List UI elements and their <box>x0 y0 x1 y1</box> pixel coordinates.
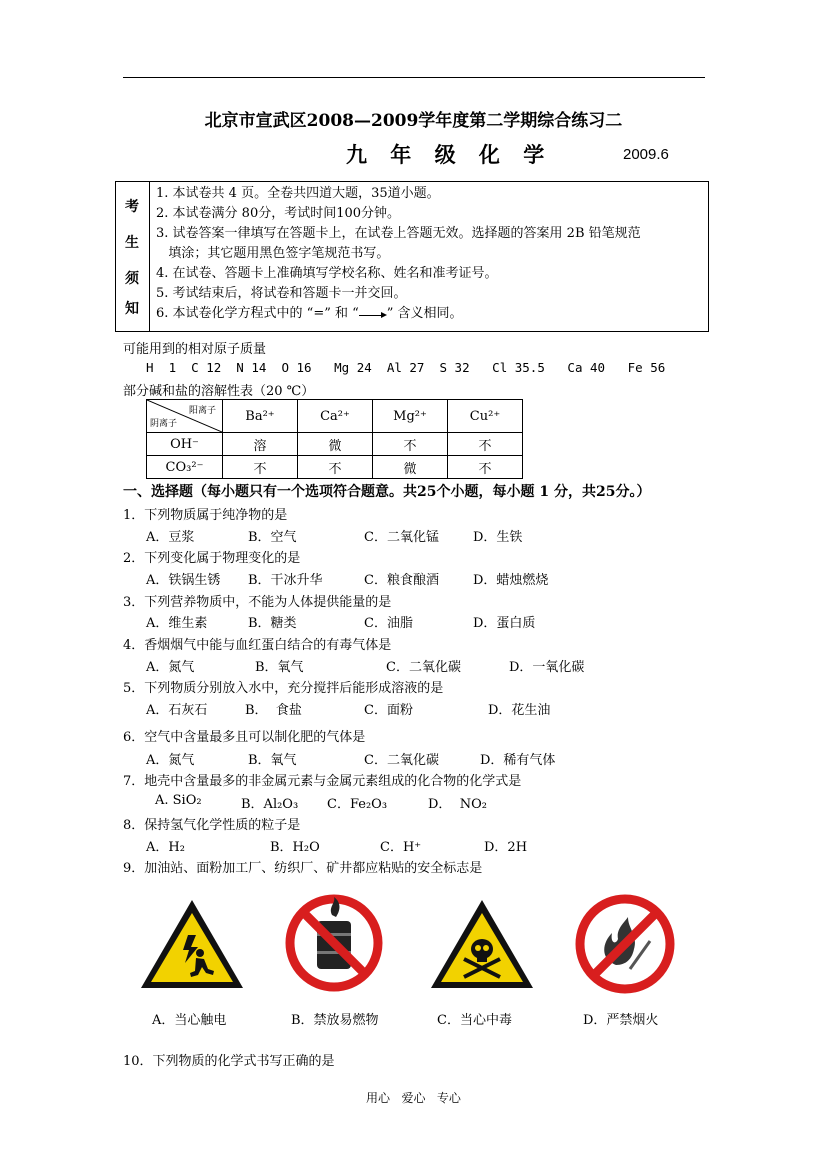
option: A．H₂ <box>146 840 185 855</box>
sign-label: D．严禁烟火 <box>583 1013 659 1028</box>
no-flammables-icon <box>284 893 384 993</box>
table-cell: 不 <box>298 456 373 479</box>
table-cell: 不 <box>373 433 448 456</box>
table-cell: 不 <box>448 433 523 456</box>
option: A．维生素 <box>146 616 208 631</box>
question-stem: 6．空气中含量最多且可以制化肥的气体是 <box>123 730 366 745</box>
notice-item: 1. 本试卷共 4 页。全卷共四道大题，35道小题。 <box>156 186 440 201</box>
option: C．Fe₂O₃ <box>327 797 388 812</box>
poison-warning-icon <box>428 897 536 991</box>
exam-date: 2009.6 <box>623 146 669 163</box>
option: D．蜡烛燃烧 <box>473 573 549 588</box>
notice-item: 5. 考试结束后，将试卷和答题卡一并交回。 <box>156 286 407 301</box>
option: B．氧气 <box>248 753 297 768</box>
notice-side-char: 知 <box>125 301 139 317</box>
cation-header: Ca²⁺ <box>298 400 373 433</box>
option: D．一氧化碳 <box>509 660 585 675</box>
option: B．糖类 <box>248 616 297 631</box>
notice-side-char: 须 <box>125 271 139 287</box>
solubility-table <box>146 399 523 479</box>
sign-label: B．禁放易燃物 <box>291 1013 379 1028</box>
question-stem: 5．下列物质分别放入水中，充分搅拌后能形成溶液的是 <box>123 681 444 696</box>
no-fire-icon <box>574 893 676 995</box>
notice-item6-suffix: ” 含义相同。 <box>386 306 463 321</box>
table-corner-cell <box>147 400 223 433</box>
anion-header: OH⁻ <box>147 433 223 456</box>
candidate-notice-box <box>115 181 709 332</box>
sign-label: C．当心中毒 <box>437 1013 512 1028</box>
atomic-mass-label: 可能用到的相对原子质量 <box>123 342 267 357</box>
table-cell: 微 <box>298 433 373 456</box>
option: D． NO₂ <box>428 797 487 812</box>
table-row <box>147 433 523 456</box>
option: C．面粉 <box>364 703 413 718</box>
option: A．氮气 <box>146 660 195 675</box>
question-stem: 8．保持氢气化学性质的粒子是 <box>123 818 301 833</box>
question-stem: 9．加油站、面粉加工厂、纺织厂、矿井都应粘贴的安全标志是 <box>123 861 483 876</box>
option: A．铁锅生锈 <box>146 573 221 588</box>
notice-side-label <box>116 182 150 331</box>
table-cell: 不 <box>448 456 523 479</box>
reaction-arrow-icon <box>359 309 387 319</box>
question-stem: 3．下列营养物质中，不能为人体提供能量的是 <box>123 595 392 610</box>
sign-label: A．当心触电 <box>152 1013 227 1028</box>
option: D．稀有气体 <box>480 753 556 768</box>
atomic-mass-values: H 1 C 12 N 14 O 16 Mg 24 Al 27 S 32 Cl 35.5 Ca 40 Fe 56 <box>146 360 666 375</box>
option: B． 食盐 <box>245 703 302 718</box>
option: D．2H <box>484 840 528 855</box>
table-row <box>147 456 523 479</box>
option: C．二氧化锰 <box>364 530 439 545</box>
header-rule <box>123 77 705 78</box>
table-cell: 溶 <box>223 433 298 456</box>
question-stem: 10．下列物质的化学式书写正确的是 <box>123 1054 335 1069</box>
notice-item <box>156 304 702 324</box>
question-stem: 1．下列物质属于纯净物的是 <box>123 508 288 523</box>
option: B．H₂O <box>270 840 320 855</box>
page-footer: 用心 爱心 专心 <box>366 1091 461 1105</box>
question-stem: 4．香烟烟气中能与血红蛋白结合的有毒气体是 <box>123 638 392 653</box>
question-stem: 7．地壳中含量最多的非金属元素与金属元素组成的化合物的化学式是 <box>123 774 522 789</box>
question-stem: 2．下列变化属于物理变化的是 <box>123 551 301 566</box>
option: B．干冰升华 <box>248 573 323 588</box>
notice-item6-prefix: 6. 本试卷化学方程式中的 “=” 和 “ <box>156 306 359 321</box>
option: C．油脂 <box>364 616 413 631</box>
option: D．蛋白质 <box>473 616 536 631</box>
option: C．粮食酿酒 <box>364 573 439 588</box>
notice-side-char: 生 <box>125 235 139 251</box>
corner-anion-label: 阴离子 <box>150 419 178 429</box>
table-cell: 微 <box>373 456 448 479</box>
option: B．氧气 <box>255 660 304 675</box>
electric-shock-warning-icon <box>138 897 246 991</box>
notice-item: 4. 在试卷、答题卡上准确填写学校名称、姓名和准考证号。 <box>156 266 498 281</box>
solubility-table-label: 部分碱和盐的溶解性表（20 ℃） <box>123 384 315 399</box>
subject-title: 九 年 级 化 学 <box>346 142 553 167</box>
exam-title: 北京市宣武区2008—2009学年度第二学期综合练习二 <box>204 111 623 131</box>
notice-side-char: 考 <box>125 199 139 215</box>
option: D．生铁 <box>473 530 523 545</box>
option: D．花生油 <box>488 703 551 718</box>
table-cell: 不 <box>223 456 298 479</box>
section-heading: 一、选择题（每小题只有一个选项符合题意。共25个小题，每小题 1 分，共25分。） <box>123 484 651 500</box>
option: C．二氧化碳 <box>386 660 461 675</box>
notice-item: 3. 试卷答案一律填写在答题卡上，在试卷上答题无效。选择题的答案用 2B 铅笔规范 <box>156 226 641 241</box>
option: A. SiO₂ <box>155 793 202 808</box>
cation-header: Cu²⁺ <box>448 400 523 433</box>
option: A．豆浆 <box>146 530 195 545</box>
anion-header: CO₃²⁻ <box>147 456 223 479</box>
cation-header: Mg²⁺ <box>373 400 448 433</box>
option: A．石灰石 <box>146 703 208 718</box>
option: C．二氧化碳 <box>364 753 439 768</box>
option: B．Al₂O₃ <box>241 797 299 812</box>
cation-header: Ba²⁺ <box>223 400 298 433</box>
corner-cation-label: 阳离子 <box>188 406 216 416</box>
notice-items <box>156 184 702 324</box>
option: C．H⁺ <box>380 840 422 855</box>
option: A．氮气 <box>146 753 195 768</box>
option: B．空气 <box>248 530 297 545</box>
notice-item: 2. 本试卷满分 80分，考试时间100分钟。 <box>156 206 401 221</box>
notice-item: 填涂；其它题用黑色签字笔规范书写。 <box>156 246 390 261</box>
